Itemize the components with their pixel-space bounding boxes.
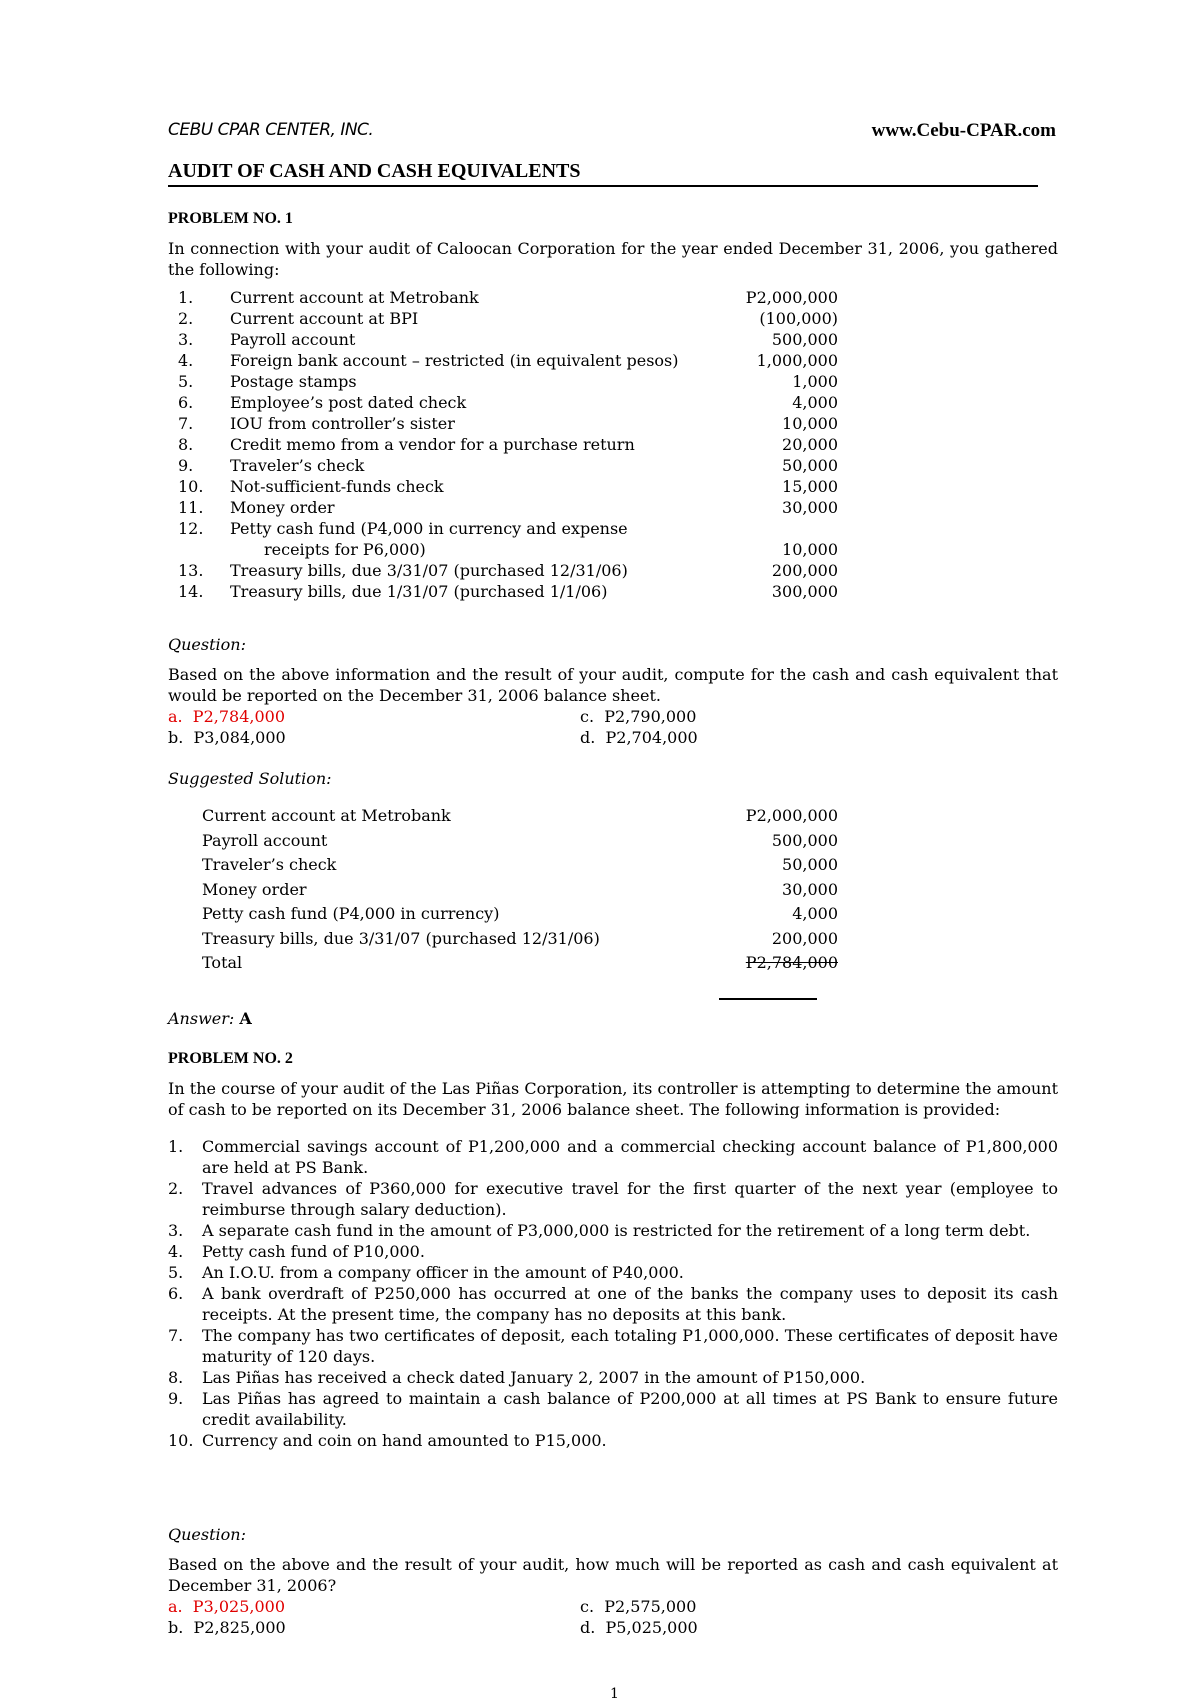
solution-row	[168, 928, 1058, 953]
item-description: Current account at BPI	[230, 309, 419, 328]
list-item	[168, 476, 1058, 497]
item-number: 1.	[168, 1137, 184, 1156]
solution-amount: 500,000	[771, 830, 838, 850]
item-text: Travel advances of P360,000 for executive travel for the first quarter of the next year (employee to reimburse through salary deduction).	[202, 1179, 1058, 1219]
solution-description: Petty cash fund (P4,000 in currency)	[202, 904, 500, 923]
suggested-solution	[168, 768, 1058, 977]
list-item	[168, 1283, 1058, 1325]
item-number: 8.	[178, 435, 194, 454]
choice-row	[168, 706, 1058, 727]
item-description: Foreign bank account – restricted (in equivalent pesos)	[230, 351, 679, 370]
choice-a: a. P2,784,000	[168, 707, 285, 726]
item-number: 7.	[168, 1326, 184, 1345]
item-amount: P2,000,000	[745, 288, 838, 307]
list-item	[168, 560, 1058, 581]
item-description: Treasury bills, due 1/31/07 (purchased 1/1/06)	[230, 582, 608, 601]
item-description: Postage stamps	[230, 372, 357, 391]
item-number: 9.	[168, 1389, 184, 1408]
total-label: Total	[202, 953, 243, 972]
list-item	[168, 1325, 1058, 1367]
website-url: www.Cebu-CPAR.com	[871, 120, 1056, 141]
choice-row	[168, 727, 1058, 748]
list-item	[168, 455, 1058, 476]
item-text: Commercial savings account of P1,200,000 and a commercial checking account balance of P1,800,000 are held at PS Bank.	[202, 1137, 1058, 1177]
item-description: receipts for P6,000)	[264, 540, 426, 559]
item-number: 3.	[178, 330, 194, 349]
item-description: Petty cash fund (P4,000 in currency and expense	[230, 519, 628, 538]
solution-amount: 4,000	[792, 904, 838, 923]
solution-description: Treasury bills, due 3/31/07 (purchased 12/31/06)	[202, 928, 600, 948]
item-amount: 500,000	[771, 330, 838, 349]
item-description: Employee’s post dated check	[230, 393, 467, 412]
item-amount: (100,000)	[759, 309, 838, 328]
problem-1-items	[168, 287, 1058, 602]
problem-2	[168, 1048, 1058, 1451]
item-description: Not-sufficient-funds check	[230, 477, 444, 496]
item-description: Treasury bills, due 3/31/07 (purchased 12/31/06)	[230, 561, 628, 580]
item-description: Payroll account	[230, 330, 356, 349]
problem-2-items	[168, 1136, 1058, 1451]
item-amount: 50,000	[782, 456, 838, 475]
item-text: An I.O.U. from a company officer in the amount of P40,000.	[202, 1263, 684, 1282]
problem-1-intro: In connection with your audit of Caloocan Corporation for the year ended December 31, 2006, you gathered the following:	[168, 239, 1058, 279]
choice-row	[168, 1596, 1058, 1617]
item-number: 4.	[168, 1242, 184, 1261]
solution-row	[168, 854, 1058, 879]
list-item	[168, 350, 1058, 371]
question-text: Based on the above and the result of your audit, how much will be reported as cash and cash equivalent at December 31, 2006?	[168, 1555, 1058, 1595]
list-item	[168, 1430, 1058, 1451]
question-label: Question:	[168, 1525, 246, 1544]
item-number: 6.	[168, 1284, 184, 1303]
item-text: Las Piñas has agreed to maintain a cash balance of P200,000 at all times at PS Bank to ensure future credit availability.	[202, 1389, 1058, 1429]
item-number: 1.	[178, 288, 194, 307]
item-number: 2.	[178, 309, 194, 328]
solution-amount: P2,000,000	[745, 806, 838, 825]
item-number: 5.	[178, 372, 194, 391]
solution-amount: 50,000	[782, 855, 838, 874]
choice-c: c. P2,790,000	[580, 707, 697, 726]
item-text: Currency and coin on hand amounted to P15,000.	[202, 1431, 607, 1450]
item-number: 14.	[178, 582, 204, 601]
item-description: IOU from controller’s sister	[230, 414, 455, 433]
list-item	[168, 581, 1058, 602]
solution-description: Traveler’s check	[202, 855, 337, 874]
item-number: 8.	[168, 1368, 184, 1387]
item-number: 4.	[178, 351, 194, 370]
item-text: The company has two certificates of deposit, each totaling P1,000,000. These certificates of deposit have maturity of 120 days.	[202, 1326, 1058, 1366]
choice-row	[168, 1617, 1058, 1638]
item-description: Credit memo from a vendor for a purchase return	[230, 435, 635, 454]
item-number: 7.	[178, 414, 194, 433]
choice-d: d. P5,025,000	[580, 1618, 698, 1637]
item-amount: 10,000	[782, 414, 838, 433]
page-number: 1	[610, 1686, 619, 1702]
double-underline	[719, 998, 817, 1000]
question-label: Question:	[168, 635, 246, 654]
choice-b: b. P3,084,000	[168, 728, 286, 747]
item-amount: 30,000	[782, 498, 838, 517]
solution-description: Payroll account	[202, 830, 328, 850]
item-text: A separate cash fund in the amount of P3,000,000 is restricted for the retirement of a long term debt.	[202, 1221, 1031, 1240]
solution-amount: 30,000	[782, 879, 838, 899]
item-number: 11.	[178, 498, 204, 517]
answer-label: Answer:	[168, 1009, 235, 1028]
item-amount: 10,000	[782, 540, 838, 559]
item-text: Las Piñas has received a check dated January 2, 2007 in the amount of P150,000.	[202, 1368, 866, 1387]
item-number: 13.	[178, 561, 204, 580]
solution-description: Current account at Metrobank	[202, 806, 451, 825]
problem-1	[168, 208, 1058, 602]
list-item	[168, 287, 1058, 308]
item-number: 6.	[178, 393, 194, 412]
solution-row	[168, 879, 1058, 904]
solution-row	[168, 805, 1058, 830]
list-item	[168, 1178, 1058, 1220]
list-item	[168, 1220, 1058, 1241]
item-amount: 15,000	[782, 477, 838, 496]
answer-line	[168, 1008, 1058, 1029]
problem-1-heading: PROBLEM NO. 1	[168, 210, 293, 227]
list-item	[168, 1262, 1058, 1283]
list-item	[168, 308, 1058, 329]
solution-total-row	[168, 952, 1058, 977]
list-item	[168, 413, 1058, 434]
item-number: 2.	[168, 1179, 184, 1198]
item-number: 10.	[168, 1431, 194, 1450]
question-text: Based on the above information and the result of your audit, compute for the cash and cash equivalent that would be reported on the December 31, 2006 balance sheet.	[168, 665, 1058, 705]
item-text: Petty cash fund of P10,000.	[202, 1242, 425, 1261]
item-description: Traveler’s check	[230, 456, 365, 475]
problem-2-intro: In the course of your audit of the Las Piñas Corporation, its controller is attempting to determine the amount of cash to be reported on its December 31, 2006 balance sheet. The following information is provided:	[168, 1079, 1058, 1119]
item-amount: 20,000	[782, 435, 838, 454]
item-amount: 1,000	[792, 372, 838, 391]
problem-2-question	[168, 1524, 1058, 1638]
item-amount: 1,000,000	[756, 351, 838, 370]
item-number: 12.	[178, 519, 204, 538]
item-amount: 200,000	[771, 561, 838, 580]
problem-1-question	[168, 634, 1058, 748]
list-item	[168, 1136, 1058, 1178]
item-number: 9.	[178, 456, 194, 475]
item-number: 5.	[168, 1263, 184, 1282]
list-item	[168, 1367, 1058, 1388]
solution-rows	[168, 805, 1058, 952]
page-header	[168, 120, 1058, 144]
solution-row	[168, 830, 1058, 855]
solution-amount: 200,000	[771, 928, 838, 948]
item-description: Money order	[230, 498, 335, 517]
item-number: 10.	[178, 477, 204, 496]
solution-description: Money order	[202, 879, 307, 899]
list-item	[168, 497, 1058, 518]
item-description: Current account at Metrobank	[230, 288, 479, 307]
list-item	[168, 539, 1058, 560]
list-item	[168, 1388, 1058, 1430]
choice-b: b. P2,825,000	[168, 1618, 286, 1637]
total-value: P2,784,000	[745, 953, 838, 972]
document-title: AUDIT OF CASH AND CASH EQUIVALENTS	[168, 160, 1038, 187]
list-item	[168, 1241, 1058, 1262]
choice-a: a. P3,025,000	[168, 1597, 285, 1616]
item-amount: 300,000	[771, 582, 838, 601]
choice-c: c. P2,575,000	[580, 1597, 697, 1616]
solution-row	[168, 903, 1058, 928]
item-text: A bank overdraft of P250,000 has occurred at one of the banks the company uses to deposit its cash receipts. At the present time, the company has no deposits at this bank.	[202, 1284, 1058, 1324]
item-amount: 4,000	[792, 393, 838, 412]
list-item	[168, 371, 1058, 392]
list-item	[168, 434, 1058, 455]
list-item	[168, 518, 1058, 539]
answer-value: A	[239, 1009, 252, 1028]
list-item	[168, 392, 1058, 413]
company-name: CEBU CPAR CENTER, INC.	[168, 120, 374, 140]
choice-d: d. P2,704,000	[580, 728, 698, 747]
problem-2-heading: PROBLEM NO. 2	[168, 1050, 293, 1067]
item-number: 3.	[168, 1221, 184, 1240]
list-item	[168, 329, 1058, 350]
solution-label: Suggested Solution:	[168, 769, 332, 788]
